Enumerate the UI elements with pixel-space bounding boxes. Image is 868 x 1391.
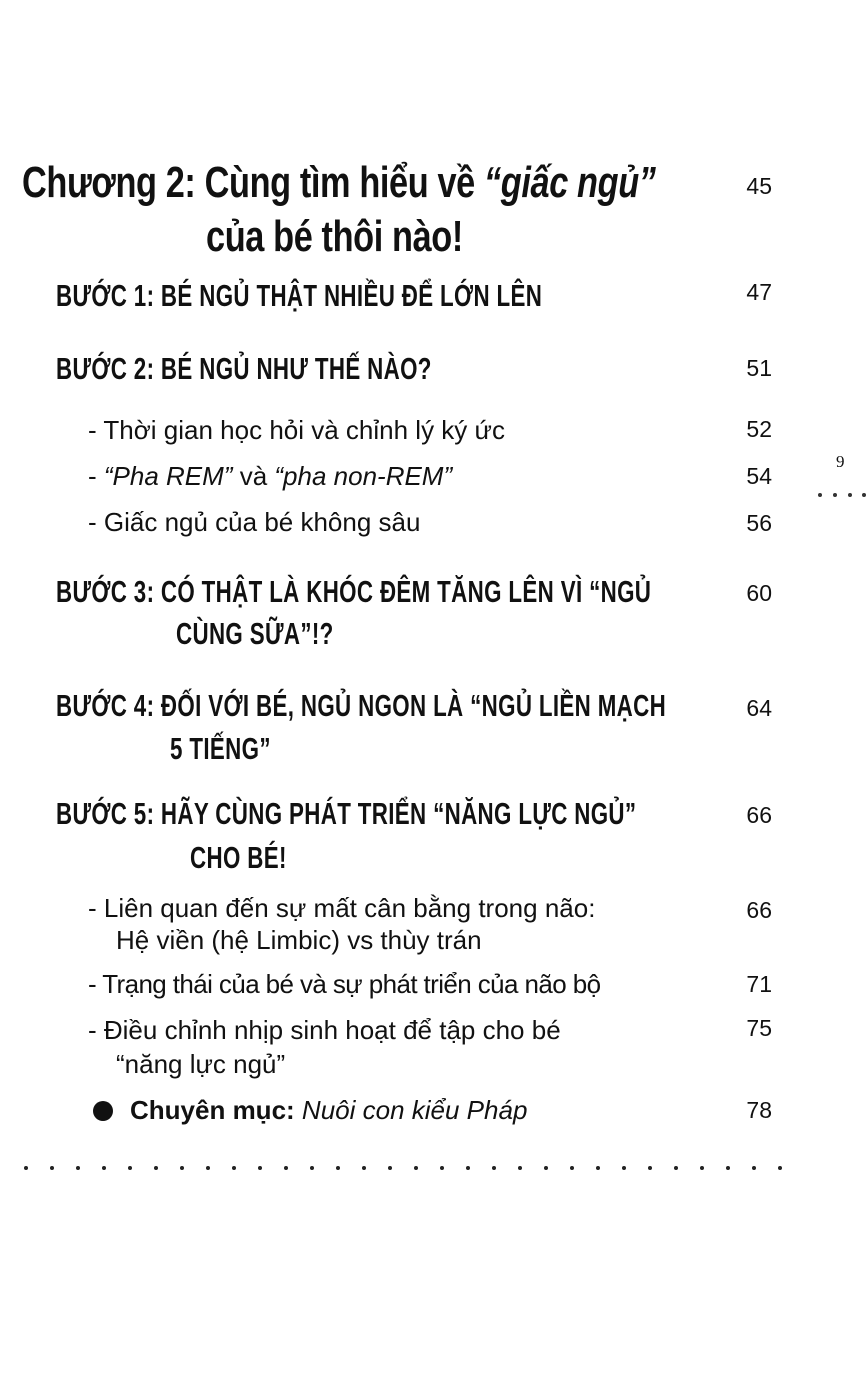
divider-dot (50, 1166, 54, 1170)
divider-dot (232, 1166, 236, 1170)
dotted-divider (24, 1166, 804, 1170)
step-5-sub-2: - Trạng thái của bé và sự phát triển của não bộ (88, 969, 601, 999)
divider-dot (648, 1166, 652, 1170)
step-5-sub-2-page: 71 (746, 971, 772, 997)
divider-dot (154, 1166, 158, 1170)
step-2-sub-2-page: 54 (746, 463, 772, 489)
step-1-title: BƯỚC 1: BÉ NGỦ THẬT NHIỀU ĐỂ LỚN LÊN (56, 278, 543, 313)
step-4-title-line2: 5 TIẾNG” (170, 731, 271, 766)
divider-dot (674, 1166, 678, 1170)
step-5-sub-1-line1: - Liên quan đến sự mất cân bằng trong não: (88, 893, 596, 923)
step-5-title-line1: BƯỚC 5: HÃY CÙNG PHÁT TRIỂN “NĂNG LỰC NGỦ” (56, 796, 637, 831)
chapter-title-line2: của bé thôi nào! (206, 212, 463, 261)
step-5-sub-3-page: 75 (746, 1015, 772, 1041)
divider-dot (778, 1166, 782, 1170)
divider-dot (570, 1166, 574, 1170)
divider-dot (206, 1166, 210, 1170)
step-2-sub-2 (88, 460, 452, 492)
step-2-sub-3-page: 56 (746, 510, 772, 536)
divider-dot (440, 1166, 444, 1170)
step-5-page: 66 (746, 802, 772, 828)
divider-dot (128, 1166, 132, 1170)
step-1-page: 47 (746, 279, 772, 305)
divider-dot (726, 1166, 730, 1170)
divider-dot (284, 1166, 288, 1170)
step-3-title-line2: CÙNG SỮA”!? (176, 616, 334, 651)
divider-dot (492, 1166, 496, 1170)
step-5-sub-1-page: 66 (746, 897, 772, 923)
chapter-page: 45 (746, 173, 772, 199)
column-entry (130, 1094, 527, 1126)
step-5-sub-3-line2: “năng lực ngủ” (116, 1049, 286, 1079)
chapter-title-line1 (22, 156, 656, 210)
step-2-page: 51 (746, 355, 772, 381)
divider-dot (622, 1166, 626, 1170)
sub-italic-rem: “Pha REM” (103, 461, 233, 491)
step-4-title-line1: BƯỚC 4: ĐỐI VỚI BÉ, NGỦ NGON LÀ “NGỦ LIỀN MẠCH (56, 688, 667, 723)
column-page: 78 (746, 1097, 772, 1123)
divider-dot (388, 1166, 392, 1170)
sub-italic-nonrem: “pha non-REM” (274, 461, 453, 491)
side-dot (848, 493, 852, 497)
sub-and: và (232, 461, 275, 491)
divider-dot (24, 1166, 28, 1170)
step-2-sub-1: - Thời gian học hỏi và chỉnh lý ký ức (88, 415, 505, 445)
divider-dot (518, 1166, 522, 1170)
divider-dot (466, 1166, 470, 1170)
column-label: Chuyên mục: (130, 1095, 295, 1125)
divider-dot (310, 1166, 314, 1170)
divider-dot (180, 1166, 184, 1170)
divider-dot (596, 1166, 600, 1170)
step-3-page: 60 (746, 580, 772, 606)
side-dot (833, 493, 837, 497)
chapter-title-italic: “giấc ngủ” (484, 158, 656, 207)
side-page-number: 9 (836, 452, 845, 471)
divider-dot (362, 1166, 366, 1170)
divider-dot (414, 1166, 418, 1170)
divider-dot (258, 1166, 262, 1170)
step-3-title-line1: BƯỚC 3: CÓ THẬT LÀ KHÓC ĐÊM TĂNG LÊN VÌ “NGỦ (56, 574, 652, 609)
step-5-sub-3-line1: - Điều chỉnh nhịp sinh hoạt để tập cho bé (88, 1015, 561, 1045)
side-dot (862, 493, 866, 497)
divider-dot (76, 1166, 80, 1170)
step-2-sub-3: - Giấc ngủ của bé không sâu (88, 507, 421, 537)
divider-dot (336, 1166, 340, 1170)
divider-dot (102, 1166, 106, 1170)
step-5-title-line2: CHO BÉ! (190, 840, 287, 875)
chapter-title-prefix: Chương 2: Cùng tìm hiểu về (22, 158, 485, 207)
divider-dot (700, 1166, 704, 1170)
side-dot (818, 493, 822, 497)
step-2-sub-1-page: 52 (746, 416, 772, 442)
divider-dot (544, 1166, 548, 1170)
step-5-sub-1-line2: Hệ viền (hệ Limbic) vs thùy trán (116, 925, 482, 955)
bullet-icon (93, 1101, 113, 1121)
divider-dot (752, 1166, 756, 1170)
column-title: Nuôi con kiểu Pháp (301, 1095, 528, 1125)
sub-dash: - (88, 461, 104, 491)
step-4-page: 64 (746, 695, 772, 721)
step-2-title: BƯỚC 2: BÉ NGỦ NHƯ THẾ NÀO? (56, 351, 432, 386)
